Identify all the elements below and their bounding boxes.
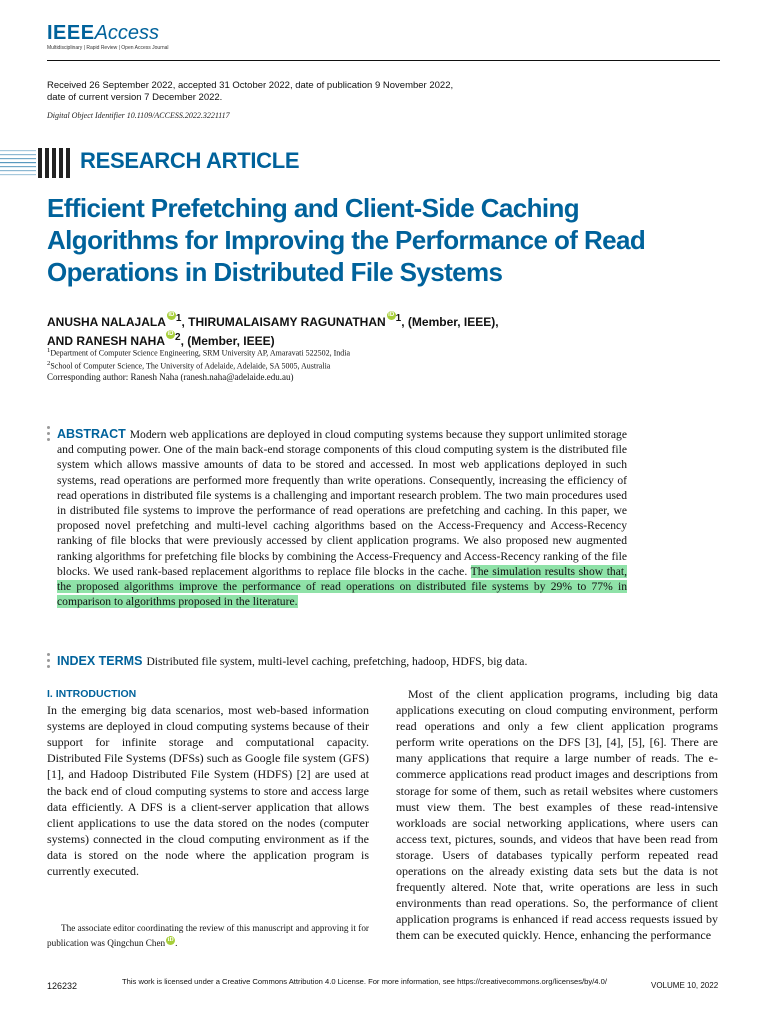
affiliation-1	[47, 346, 647, 359]
volume: VOLUME 10, 2022	[651, 981, 719, 990]
affiliation-1-text: Department of Computer Science Engineering, SRM University AP, Amaravati 522502, India	[50, 348, 351, 358]
orcid-icon[interactable]: iD	[167, 937, 174, 943]
author-2: , THIRUMALAISAMY RAGUNATHAN	[181, 315, 386, 329]
header-rule	[47, 60, 720, 61]
author-3-membership: , (Member, IEEE)	[180, 334, 275, 348]
section-heading-introduction: I. INTRODUCTION	[47, 688, 137, 700]
abstract-highlight[interactable]: The simulation results show that, the proposed algorithms improve the performance of read operations on distributed file systems by 29% to 77% in comparison to algorithms proposed in the literature.	[57, 564, 627, 609]
abstract	[57, 427, 627, 609]
received-line-2: date of current version 7 December 2022.	[47, 92, 223, 103]
body-column-left	[47, 686, 369, 879]
affiliation-2	[47, 359, 647, 372]
brand-access: Access	[94, 22, 160, 44]
affiliation-2-text: School of Computer Science, The University of Adelaide, Adelaide, SA 5005, Australia	[50, 361, 331, 371]
editor-footnote	[47, 921, 369, 951]
orcid-icon[interactable]: iD	[388, 312, 395, 318]
page-number: 126232	[47, 981, 78, 991]
license-note: This work is licensed under a Creative Commons Attribution 4.0 License. For more information, see https://creativecommons.org/licenses/by/4.0/	[122, 977, 607, 986]
received-dates	[47, 80, 647, 104]
body-column-right	[396, 686, 718, 944]
journal-logo	[47, 22, 169, 51]
received-line-1: Received 26 September 2022, accepted 31 October 2022, date of publication 9 November 2022,	[47, 80, 454, 91]
abstract-label: ABSTRACT	[57, 427, 126, 441]
author-3-affil: 2	[175, 332, 181, 343]
brand-ieee: IEEE	[47, 22, 95, 44]
author-1-affil: 1	[175, 313, 182, 324]
author-3: AND RANESH NAHA	[47, 334, 166, 348]
brand-tagline: Multidisciplinary | Rapid Review | Open Access Journal	[47, 45, 169, 51]
intro-paragraph-1: In the emerging big data scenarios, most web-based information systems are deployed in cloud computing systems because of their support for infinite storage and computational capacity. Distributed File Systems (DFSs) such as Google file system (GFS) [1], and Hadoop Distributed File System (HDFS) [2] are used at the back end of cloud computing systems to store and access large data efficiently. A DFS is a client-server application that allows client applications to use the data stored on the nodes (computer systems) connected in the cloud computing environment as if the data is stored on the node where the application program is currently executed.	[47, 703, 369, 879]
orcid-icon[interactable]: iD	[167, 331, 174, 337]
doi: Digital Object Identifier 10.1109/ACCESS.2022.3221117	[47, 111, 230, 120]
affiliations	[47, 346, 647, 371]
affiliation-2-marker: 2	[47, 359, 51, 367]
index-terms-label: INDEX TERMS	[57, 654, 143, 668]
affiliation-1-marker: 1	[47, 347, 51, 354]
orcid-icon[interactable]: iD	[168, 312, 175, 318]
author-2-affil: 1	[395, 313, 402, 324]
index-terms	[57, 654, 677, 669]
abstract-text: Modern web applications are deployed in cloud computing systems because they support unlimited storage and computing power. One of the main back-end storage components of this cloud computing system is the distributed file system which allows massive amounts of data to be stored and accessed. In most web applications deployed in such systems, read operations are performed more frequently than write operations. Consequently, increasing the efficiency of read operations in distributed file systems is a challenging and important research problem. The two main procedures used in distributed file systems to improve the performance of read operations are prefetching and caching. In this paper, we proposed novel prefetching and multi-level caching algorithms based on the Access-Frequency and Access-Recency ranking of file blocks that were previously accessed by client application programs. We also proposed new augmented ranking algorithms for prefetching file blocks by combining the Access-Frequency and Access-Recency ranking of the file blocks. We used rank-based replacement algorithms to replace file blocks in the cache.	[57, 428, 627, 578]
index-terms-text: Distributed file system, multi-level caching, prefetching, hadoop, HDFS, big data.	[146, 655, 528, 668]
corresponding-author: Corresponding author: Ranesh Naha (ranesh.naha@adelaide.edu.au)	[47, 372, 294, 382]
paper-title: Efficient Prefetching and Client-Side Caching Algorithms for Improving the Performance of Read Operations in Distributed File Systems	[47, 193, 646, 287]
footnote-text: The associate editor coordinating the review of this manuscript and approving it for publication was Qingchun Chen	[47, 923, 369, 948]
author-2-membership: , (Member, IEEE),	[401, 315, 499, 329]
footnote-tail: .	[175, 938, 178, 948]
intro-paragraph-2: Most of the client application programs, including big data applications executing on cloud computing environment, perform read operations and only a few client application programs perform write operations on the DFS [3], [4], [5], [6]. There are many applications that require a large number of reads. The e-commerce applications read product images and descriptions from storage for some of them, such as retail websites where customers must view them. The best examples of these read-intensive workloads are social networking applications, where users can access text, pictures, sounds, and videos that have been read from storage. Users of databases typically perform repeated read operations on the already existing data sets but the data is not frequently altered. Note that, write operations are less in such environments than read operations. So, the performance of client application programs is enhanced if read access requests issued by them can be executed quickly. Hence, enhancing the performance	[396, 687, 718, 943]
author-list	[47, 311, 687, 349]
abstract-dots-icon	[47, 426, 51, 444]
article-type: RESEARCH ARTICLE	[80, 148, 300, 173]
author-1: ANUSHA NALAJALA	[47, 315, 166, 329]
article-type-bars-icon	[0, 147, 72, 179]
index-terms-dots-icon	[47, 653, 51, 671]
